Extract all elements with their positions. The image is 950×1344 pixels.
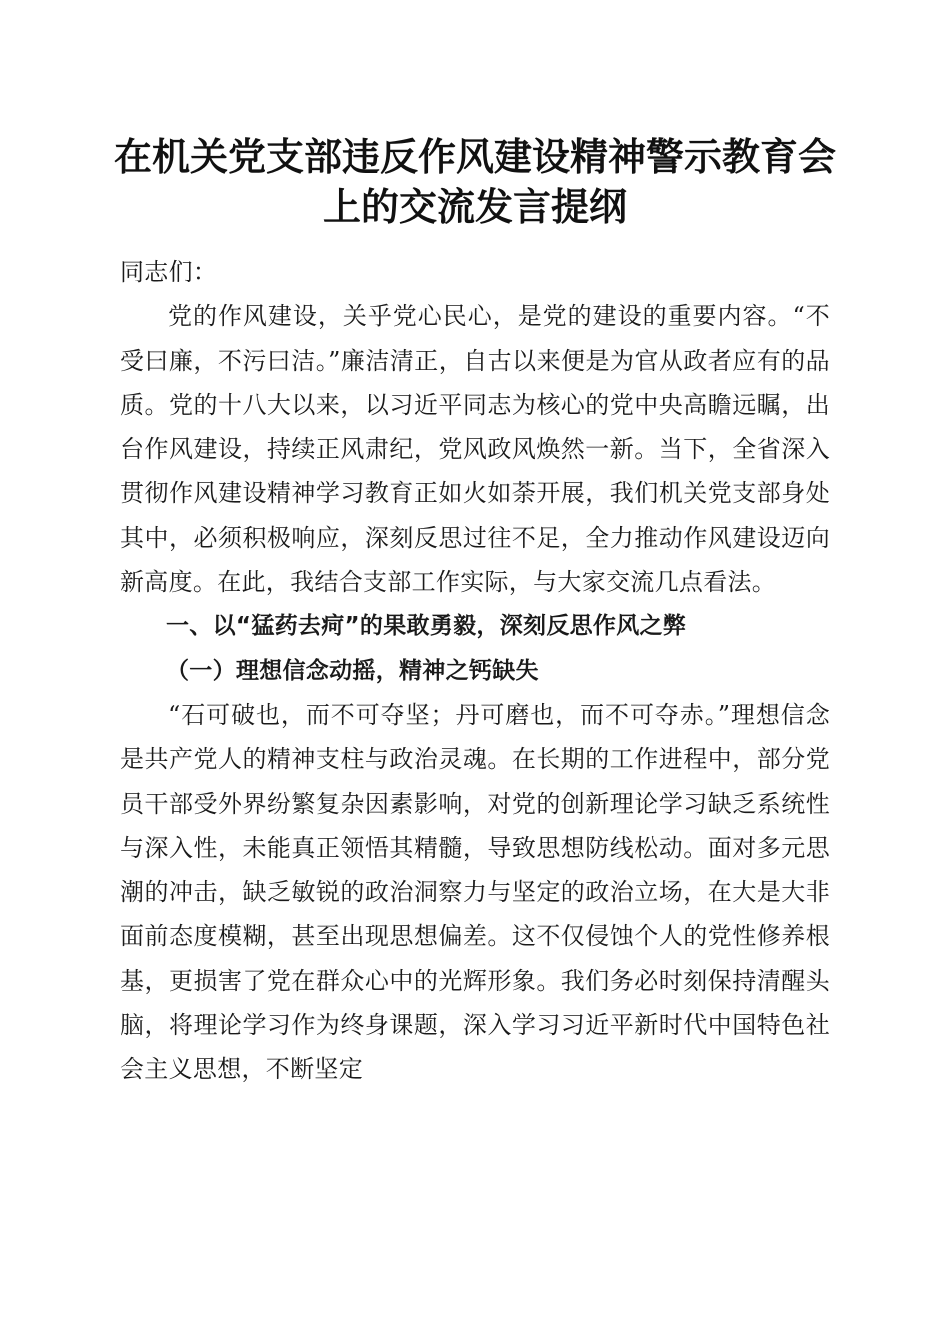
intro-paragraph: 党的作风建设，关乎党心民心，是党的建设的重要内容。“不受曰廉，不污曰洁。”廉洁清正，自古以来便是为官从政者应有的品质。党的十八大以来，以习近平同志为核心的党中央高瞻远瞩，出台作风建设，持续正风肃纪，党风政风焕然一新。当下，全省深入贯彻作风建设精神学习教育正如火如荼开展，我们机关党支部身处其中，必须积极响应，深刻反思过往不足，全力推动作风建设迈向新高度。在此，我结合支部工作实际，与大家交流几点看法。	[120, 302, 830, 597]
document-body	[120, 250, 830, 1092]
document-title: 在机关党支部违反作风建设精神警示教育会上的交流发言提纲	[113, 134, 836, 229]
subsection-paragraph: “石可破也，而不可夺坚；丹可磨也，而不可夺赤。”理想信念是共产党人的精神支柱与政治灵魂。在长期的工作进程中，部分党员干部受外界纷繁复杂因素影响，对党的创新理论学习缺乏系统性与深入性，未能真正领悟其精髓，导致思想防线松动。面对多元思潮的冲击，缺乏敏锐的政治洞察力与坚定的政治立场，在大是大非面前态度模糊，甚至出现思想偏差。这不仅侵蚀个人的党性修养根基，更损害了党在群众心中的光辉形象。我们务必时刻保持清醒头脑，将理论学习作为终身课题，深入学习习近平新时代中国特色社会主义思想，不断坚定	[120, 700, 830, 1084]
subsection-heading: （一）理想信念动摇，精神之钙缺失	[166, 656, 539, 684]
salutation: 同志们：	[120, 258, 218, 286]
section-heading: 一、以“猛药去疴”的果敢勇毅，深刻反思作风之弊	[166, 613, 687, 640]
